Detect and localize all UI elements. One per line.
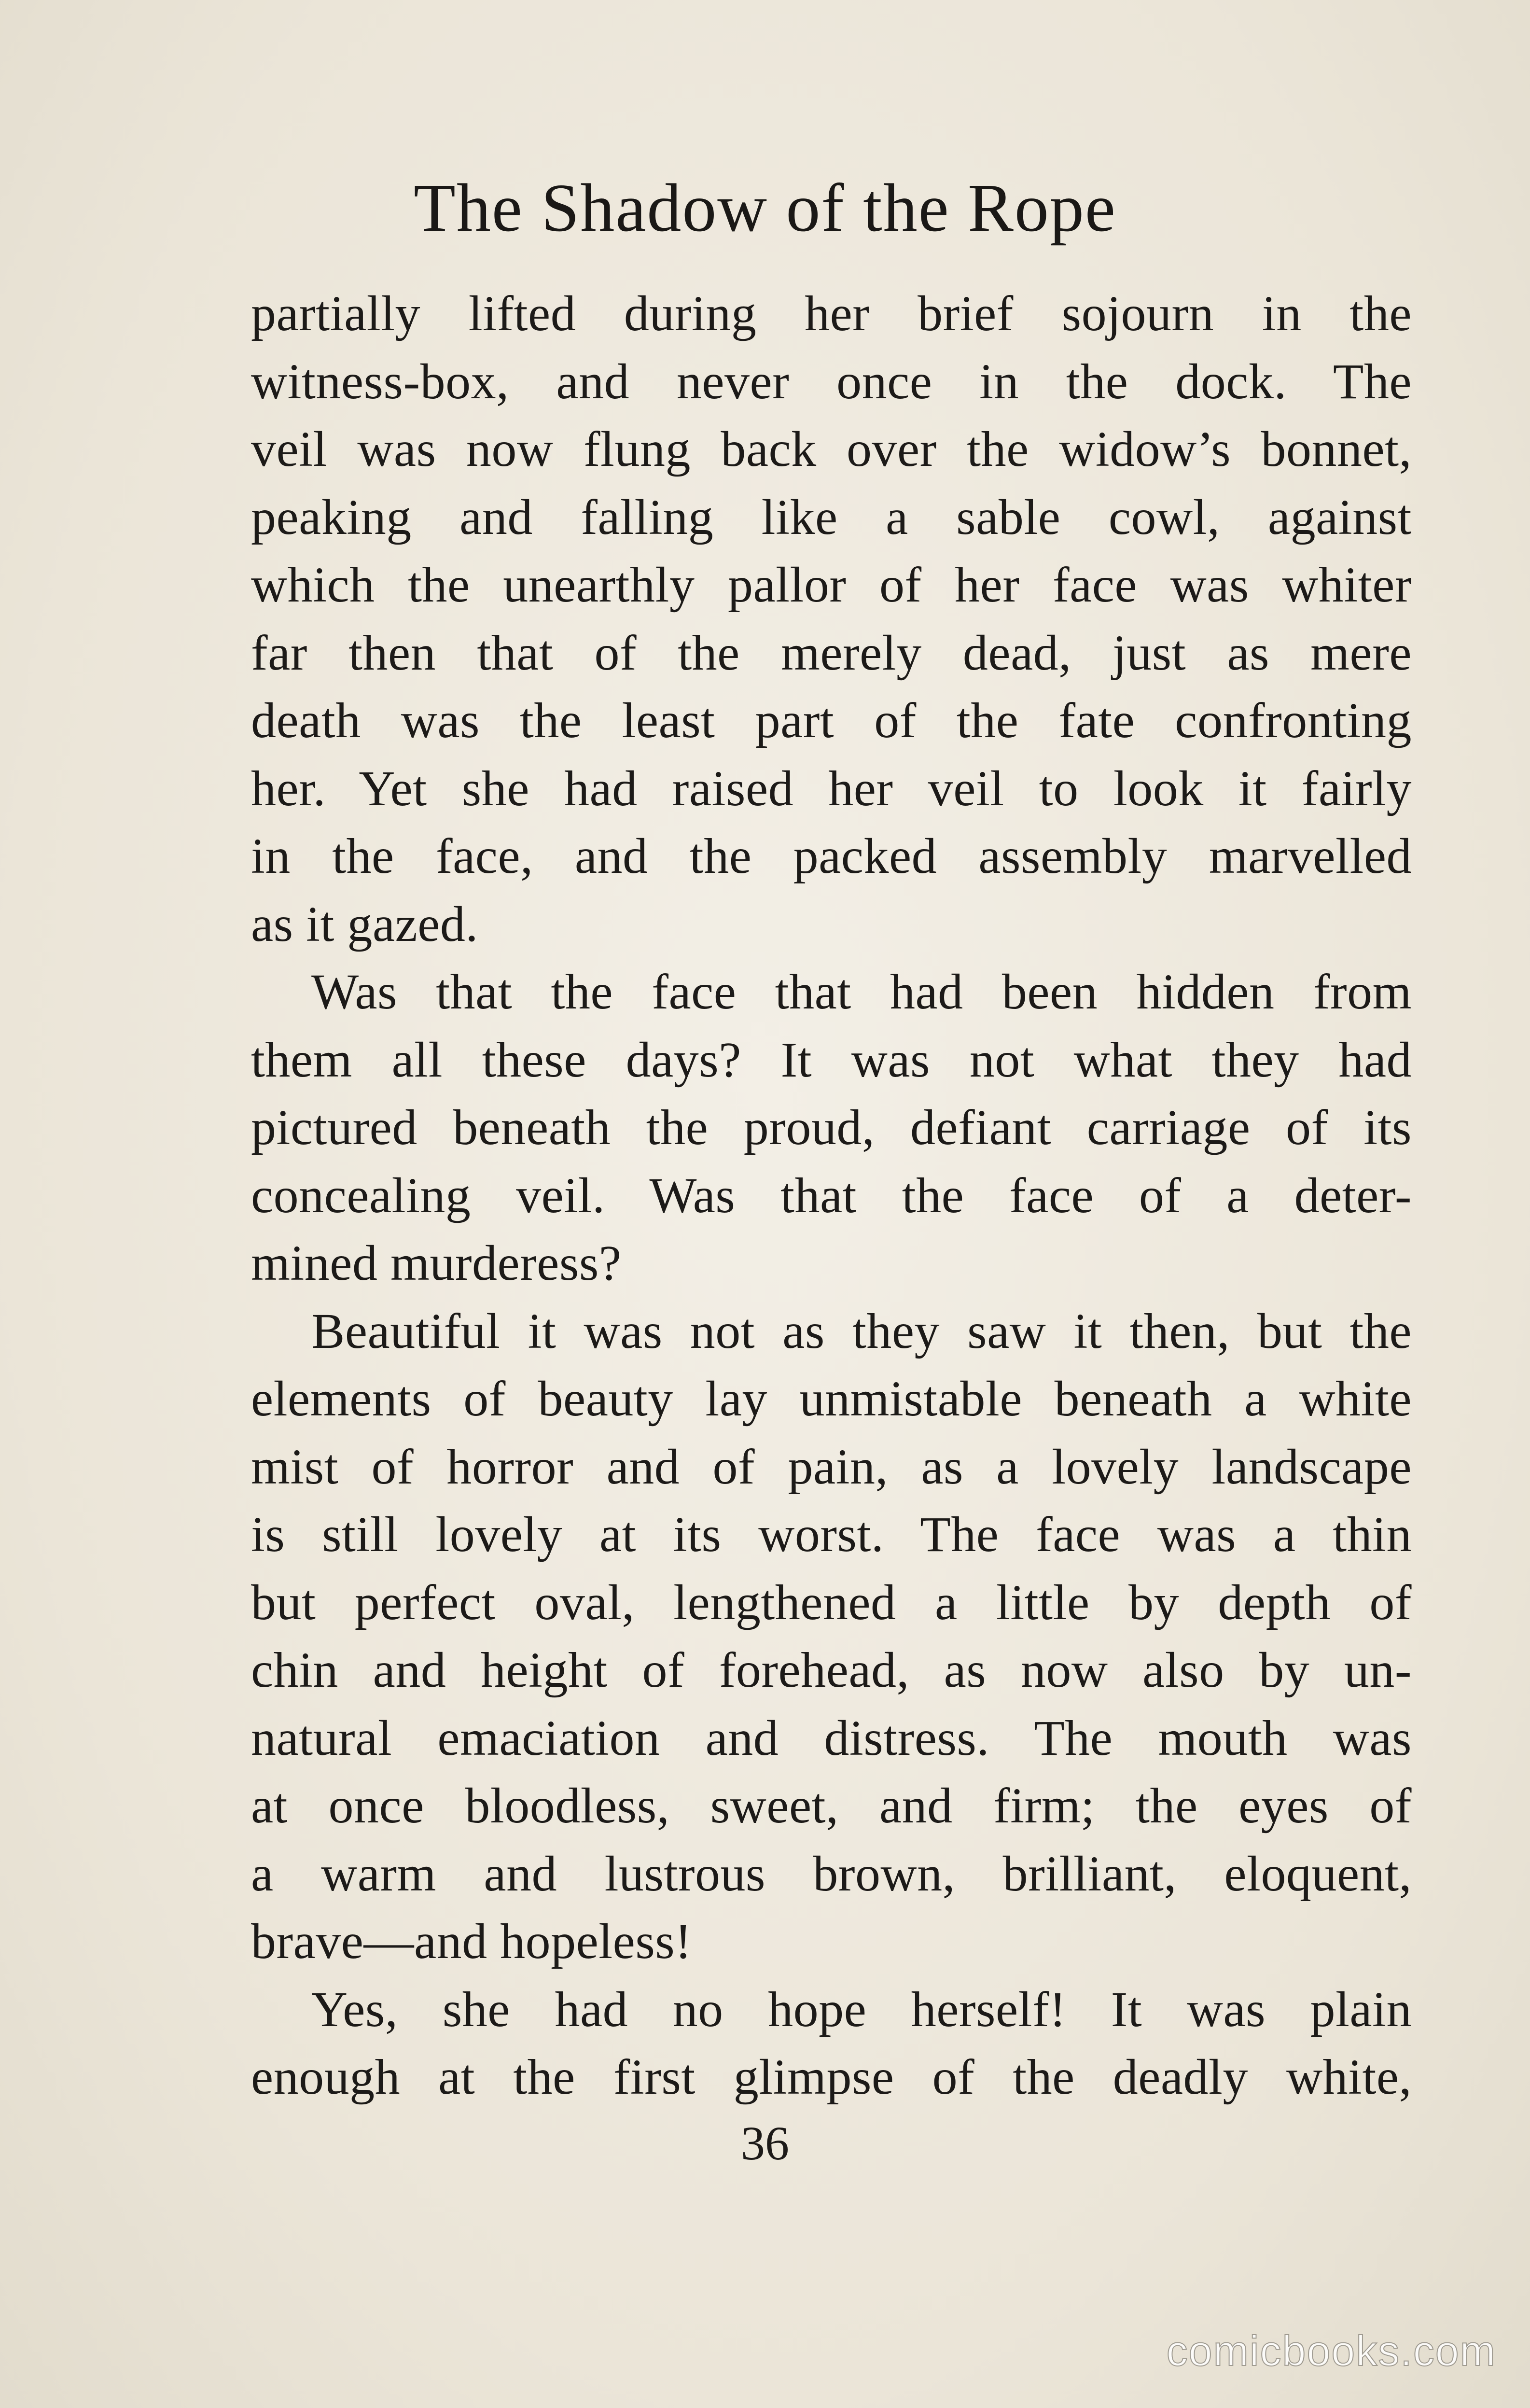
- text-line: far then that of the merely dead, just as mere: [251, 625, 1412, 681]
- text-line: concealing veil. Was that the face of a deter-: [251, 1167, 1412, 1223]
- text-line: peaking and falling like a sable cowl, against: [251, 489, 1412, 545]
- text-line: chin and height of forehead, as now also by un-: [251, 1642, 1412, 1698]
- text-line: witness-box, and never once in the dock. The: [251, 353, 1412, 409]
- text-line: but perfect oval, lengthened a little by depth of: [251, 1574, 1412, 1630]
- text-line: them all these days? It was not what they had: [251, 1032, 1412, 1088]
- text-line: in the face, and the packed assembly marvelled: [251, 828, 1412, 884]
- text-line: is still lovely at its worst. The face was a thin: [251, 1507, 1412, 1562]
- text-line: natural emaciation and distress. The mouth was: [251, 1710, 1412, 1766]
- text-line: which the unearthly pallor of her face was whiter: [251, 557, 1412, 613]
- watermark: comicbooks.com: [1166, 2327, 1496, 2375]
- text-line: as it gazed.: [251, 896, 478, 952]
- text-line: Was that the face that had been hidden from: [311, 964, 1412, 1020]
- text-line: death was the least part of the fate confronting: [251, 693, 1412, 748]
- text-line: Beautiful it was not as they saw it then, but the: [311, 1303, 1412, 1359]
- text-line: mined murderess?: [251, 1235, 622, 1291]
- page-number: 36: [741, 2116, 789, 2170]
- text-line: enough at the first glimpse of the deadly white,: [251, 2049, 1412, 2105]
- text-line: elements of beauty lay unmistable beneath a white: [251, 1371, 1412, 1427]
- text-line: her. Yet she had raised her veil to look it fairly: [251, 760, 1412, 816]
- text-line: brave—and hopeless!: [251, 1914, 692, 1969]
- text-line: veil was now flung back over the widow’s bonnet,: [251, 421, 1412, 477]
- text-line: a warm and lustrous brown, brilliant, eloquent,: [251, 1846, 1412, 1902]
- text-line: Yes, she had no hope herself! It was plain: [311, 1981, 1412, 2037]
- text-line: at once bloodless, sweet, and firm; the eyes of: [251, 1778, 1412, 1834]
- text-line: partially lifted during her brief sojourn in the: [251, 286, 1412, 341]
- body-text: [251, 280, 1412, 2112]
- running-head-title: The Shadow of the Rope: [414, 169, 1116, 246]
- text-line: mist of horror and of pain, as a lovely landscape: [251, 1439, 1412, 1495]
- text-line: pictured beneath the proud, defiant carriage of its: [251, 1100, 1412, 1155]
